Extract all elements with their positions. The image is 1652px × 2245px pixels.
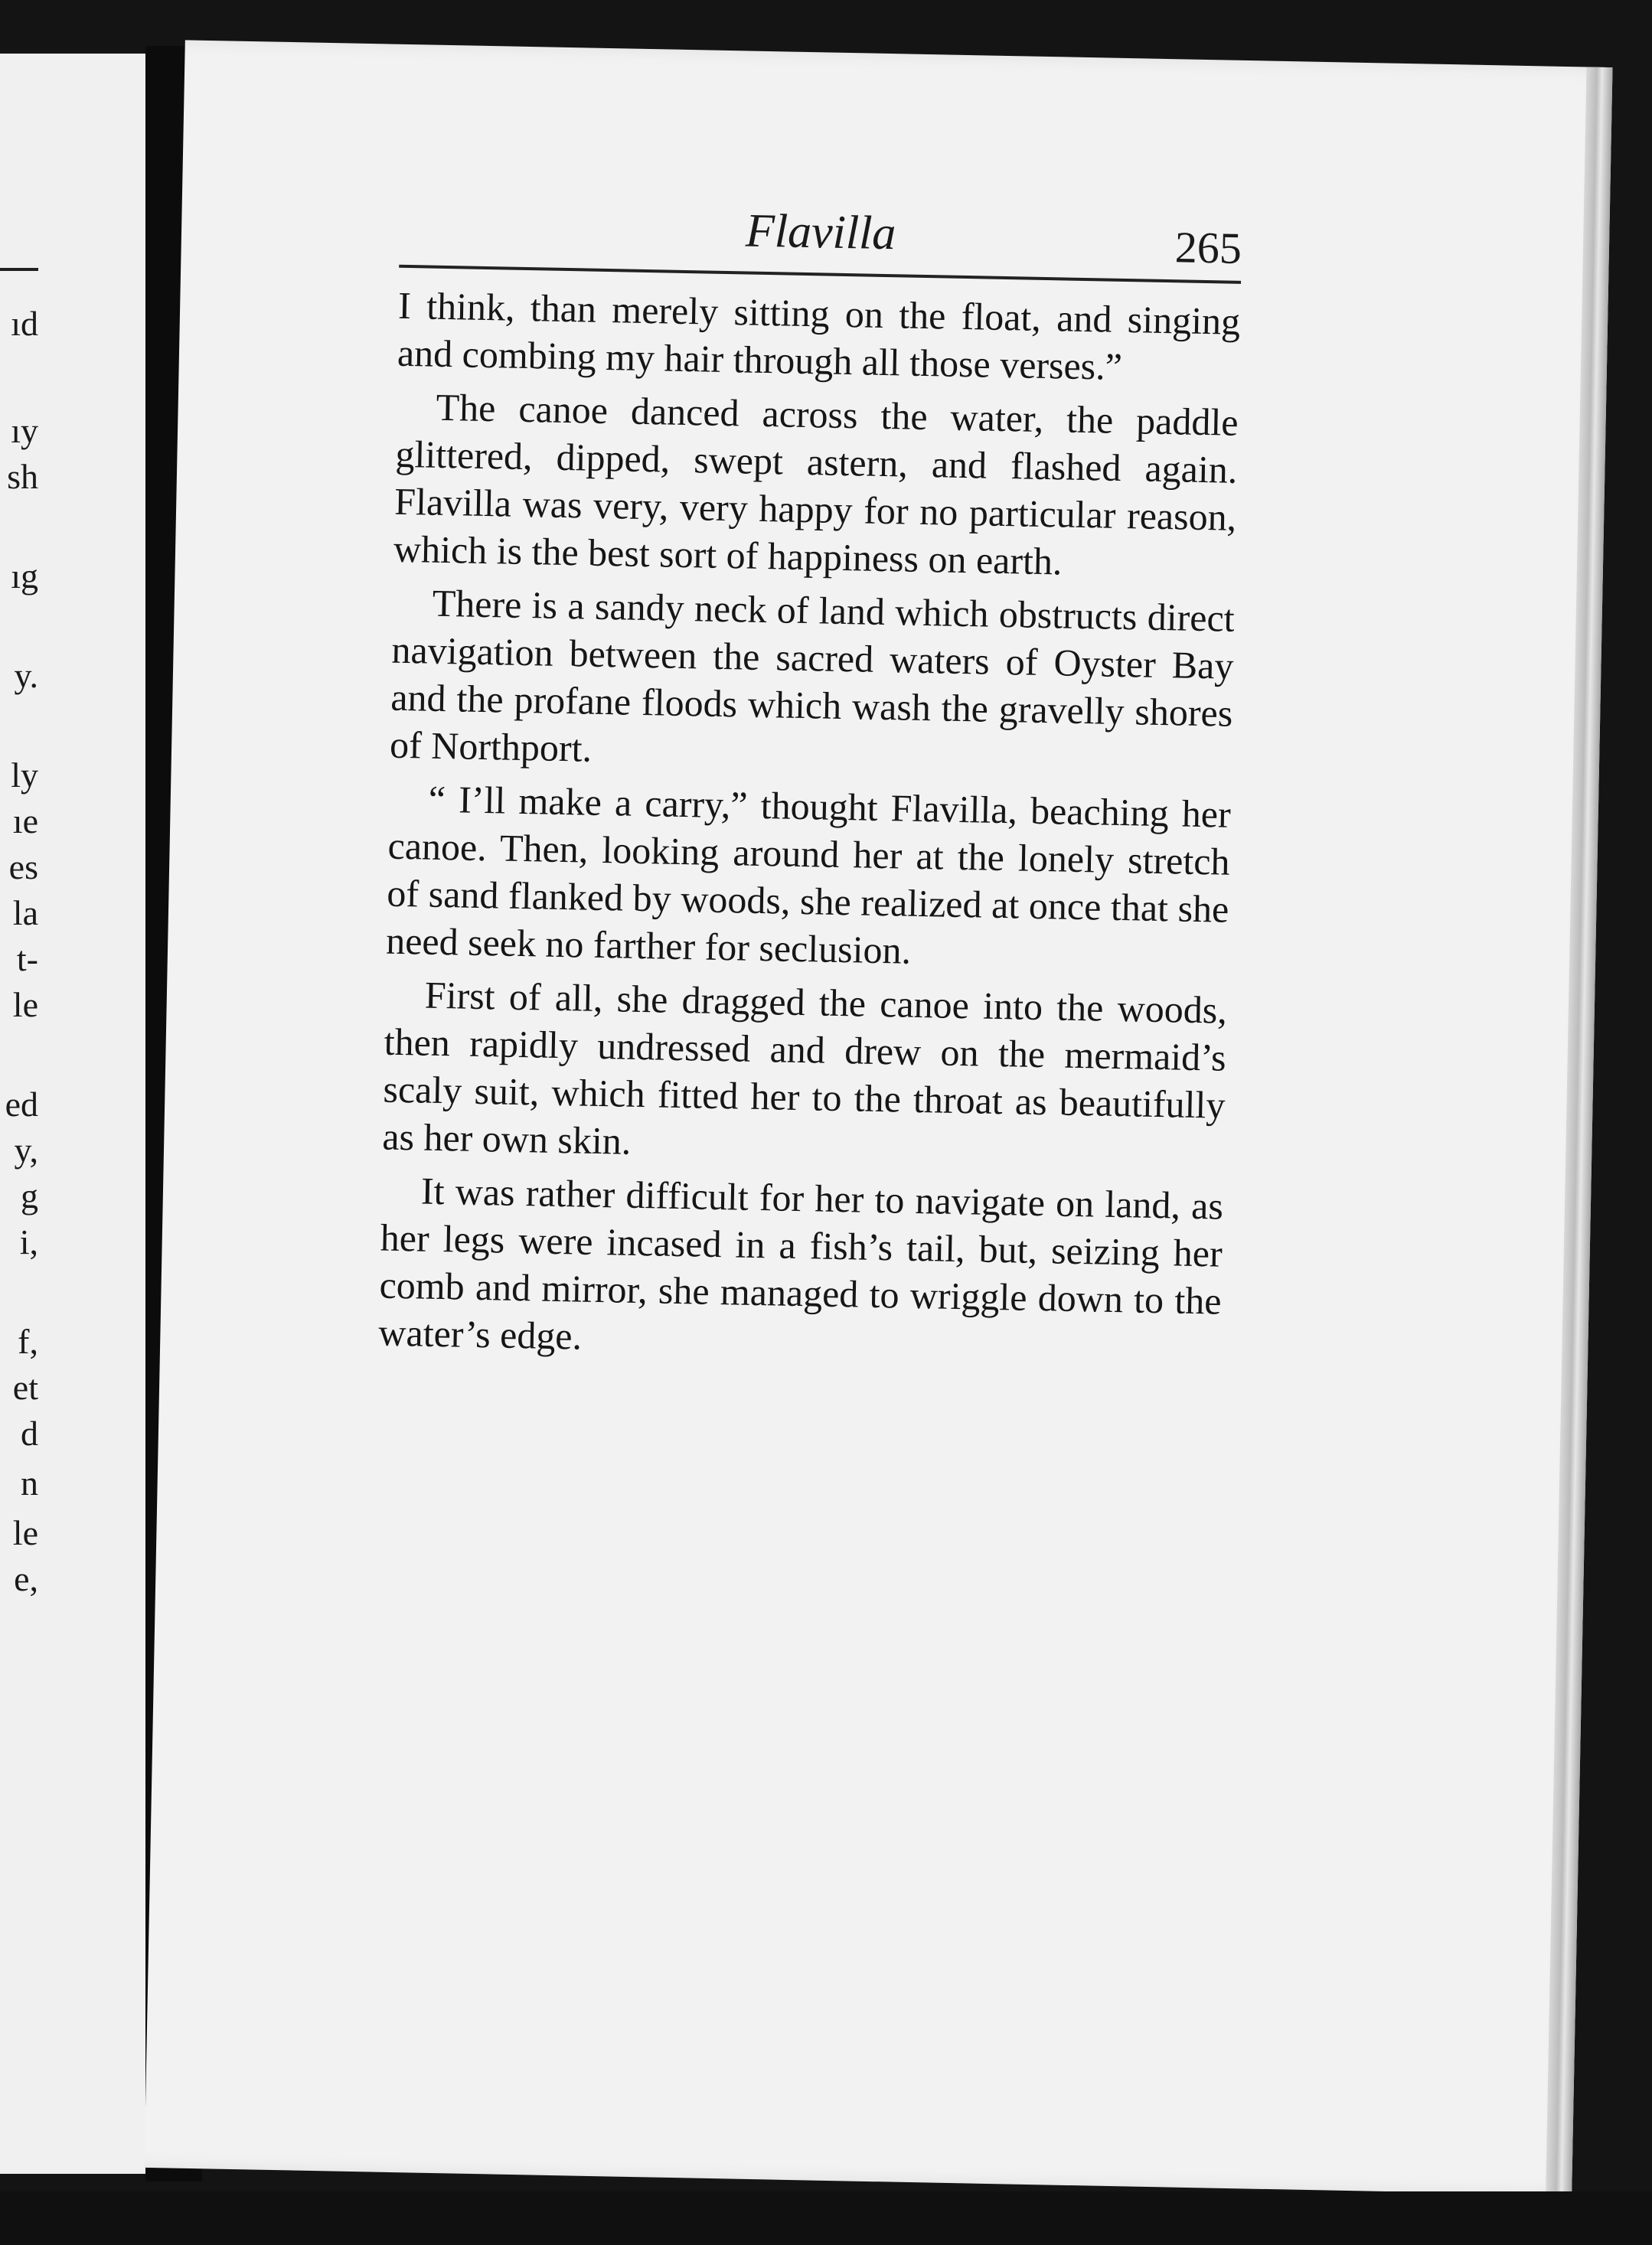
paragraph: It was rather difficult for her to navigate on land, as her legs were incased in a fish’s tail, but, seizing her comb and mirror, she managed to wriggle down to the water’s edge. (377, 1169, 1224, 1358)
left-page-fragment: ıy (11, 411, 38, 450)
left-page-fragment: n (21, 1463, 38, 1503)
left-page-fragment: d (21, 1414, 38, 1453)
paragraph: There is a sandy neck of land which obstructs direct navigation between the sacred waters of Oyster Bay and the profane floods which wash the gravelly shores of Northport. (389, 581, 1236, 770)
left-page-fragment: g (21, 1176, 38, 1215)
page-edge (1546, 67, 1612, 2195)
left-page-fragment: e, (14, 1559, 38, 1598)
left-page-fragment: et (12, 1368, 38, 1407)
left-page-fragment: f, (18, 1322, 38, 1361)
paragraph: First of all, she dragged the canoe into the woods, then rapidly undressed and drew on the mermaid’s scaly suit, which fitted her to the throat as beautifully as her own skin. (381, 973, 1228, 1163)
left-page-fragment: y. (14, 656, 38, 695)
body-text (378, 282, 1241, 1379)
book-page (144, 40, 1612, 2194)
left-page-fragment: ıg (11, 556, 38, 596)
left-page-fragment: t- (16, 939, 38, 978)
left-page-fragment: ıe (12, 801, 38, 840)
paragraph: “ I’ll make a carry,” thought Flavilla, beaching her canoe. Then, looking around her at the lonely stretch of sand flanked by woods, she realized at once that she need seek no farther for seclusion. (385, 777, 1232, 972)
left-page-fragment: le (12, 985, 38, 1024)
left-page-fragment: la (12, 893, 38, 932)
paragraph: I think, than merely sitting on the float, and singing and combing my hair through all those verses.” (397, 283, 1241, 388)
left-page-fragment: sh (7, 457, 38, 496)
left-page-header-rule (0, 268, 38, 271)
left-page-fragment: le (12, 1513, 38, 1552)
left-page-fragment: y, (14, 1131, 38, 1170)
header-rule (399, 265, 1241, 284)
page-header (399, 190, 1242, 282)
left-page-fragment: ly (11, 755, 38, 795)
left-page-fragment: ıd (11, 304, 38, 343)
scan-bottom-border (0, 2191, 1652, 2245)
left-page-fragment: es (8, 847, 38, 886)
left-page-fragment: i, (19, 1222, 38, 1261)
paragraph: The canoe danced across the water, the paddle glittered, dipped, swept astern, and flashed again. Flavilla was very, very happy for no particular reason, which is the best sort of happiness on earth. (393, 385, 1239, 583)
left-page-fragment: ed (5, 1085, 38, 1124)
page-number: 265 (1174, 222, 1242, 273)
running-title: Flavilla (745, 204, 896, 260)
